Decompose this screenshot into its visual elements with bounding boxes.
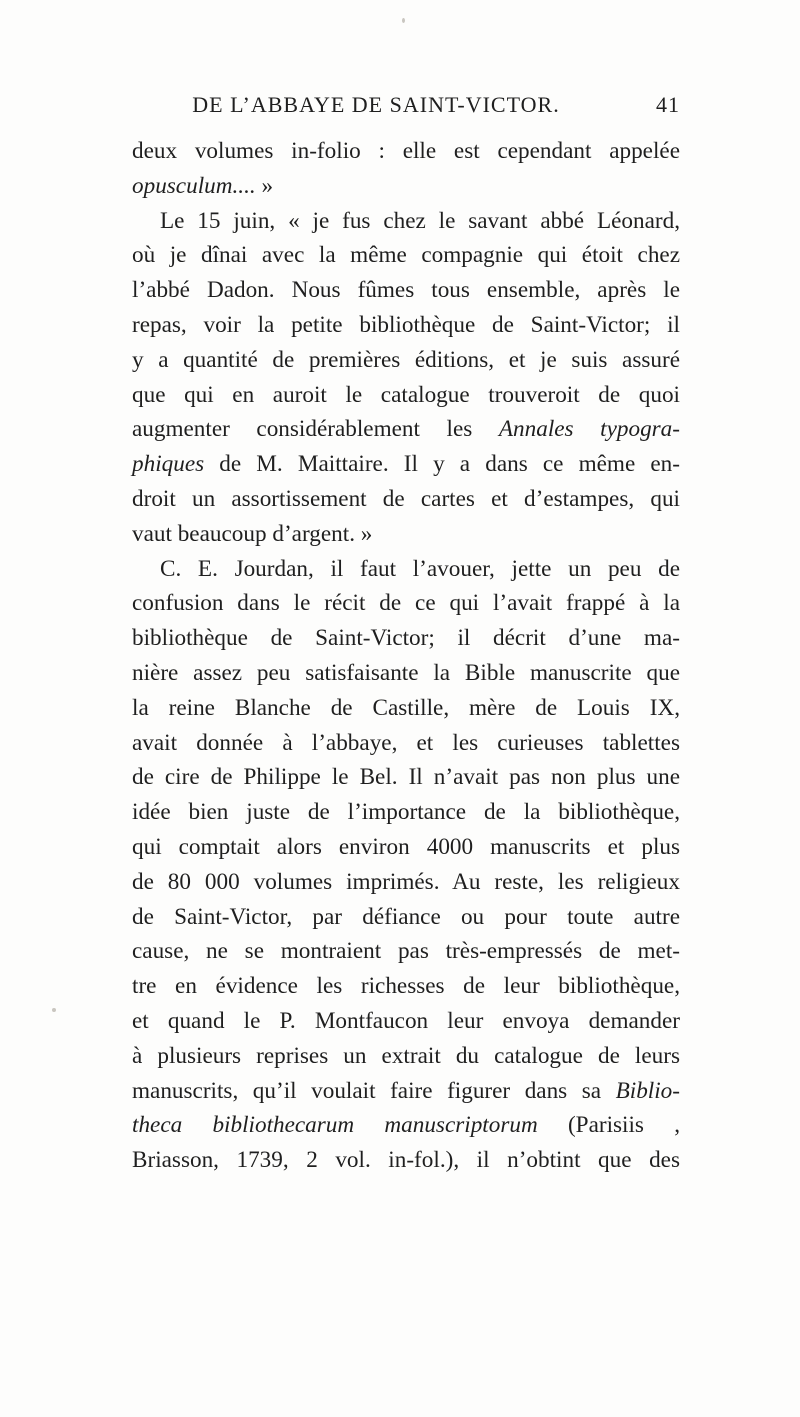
text-line: nière assez peu satisfaisante la Bible manuscrite que bbox=[132, 659, 680, 686]
running-title: DE L’ABBAYE DE SAINT-VICTOR. bbox=[192, 92, 560, 117]
text-line: de 80 000 volumes imprimés. Au reste, les religieux bbox=[132, 868, 680, 895]
text-line: bibliothèque de Saint-Victor; il décrit d’une ma- bbox=[132, 625, 680, 652]
text-line: augmenter considérablement les Annales typogra- bbox=[132, 416, 681, 443]
text-line: manuscrits, qu’il voulait faire figurer dans sa Biblio- bbox=[132, 1077, 680, 1104]
text-line: de Saint-Victor, par défiance ou pour toute autre bbox=[132, 903, 680, 930]
text-line: où je dînai avec la même compagnie qui étoit chez bbox=[132, 242, 680, 269]
text-line: deux volumes in-folio : elle est cependant appelée bbox=[132, 138, 680, 164]
text-line: que qui en auroit le catalogue trouveroit de quoi bbox=[132, 381, 680, 408]
text-line: confusion dans le récit de ce qui l’avait frappé à la bbox=[132, 590, 680, 617]
text-line: et quand le P. Montfaucon leur envoya demander bbox=[132, 1007, 680, 1034]
text-line: tre en évidence les richesses de leur bibliothèque, bbox=[132, 973, 680, 1000]
text-line: cause, ne se montraient pas très-empressés de met- bbox=[132, 938, 680, 965]
page-header bbox=[132, 92, 680, 132]
text-line: de cire de Philippe le Bel. Il n’avait pas non plus une bbox=[132, 764, 680, 791]
text-line: droit un assortissement de cartes et d’estampes, qui bbox=[132, 485, 680, 512]
text-line: repas, voir la petite bibliothèque de Saint-Victor; il bbox=[132, 311, 680, 338]
text-line: theca bibliothecarum manuscriptorum (Parisiis , bbox=[132, 1112, 680, 1139]
paper-speck bbox=[52, 1008, 56, 1012]
text-line: idée bien juste de l’importance de la bibliothèque, bbox=[132, 799, 680, 826]
text-line: l’abbé Dadon. Nous fûmes tous ensemble, après le bbox=[132, 277, 680, 304]
text-line: qui comptait alors environ 4000 manuscrits et plus bbox=[132, 833, 680, 860]
text-line: C. E. Jourdan, il faut l’avouer, jette un peu de bbox=[160, 555, 680, 582]
text-line: Briasson, 1739, 2 vol. in-fol.), il n’obtint que des bbox=[132, 1147, 680, 1174]
text-line: la reine Blanche de Castille, mère de Louis IX, bbox=[132, 694, 680, 721]
text-line: y a quantité de premières éditions, et je suis assuré bbox=[132, 346, 680, 373]
paper-speck bbox=[402, 18, 405, 23]
text-line: avait donnée à l’abbaye, et les curieuses tablettes bbox=[132, 729, 680, 756]
text-line: à plusieurs reprises un extrait du catalogue de leurs bbox=[132, 1042, 680, 1069]
body-text bbox=[132, 134, 680, 1178]
text-line: phiques de M. Maittaire. Il y a dans ce même en- bbox=[132, 451, 680, 478]
text-line: opusculum.... » bbox=[132, 172, 274, 199]
page-number: 41 bbox=[656, 92, 680, 117]
text-line: vaut beaucoup d’argent. » bbox=[132, 520, 373, 547]
text-line: Le 15 juin, « je fus chez le savant abbé Léonard, bbox=[160, 207, 680, 234]
